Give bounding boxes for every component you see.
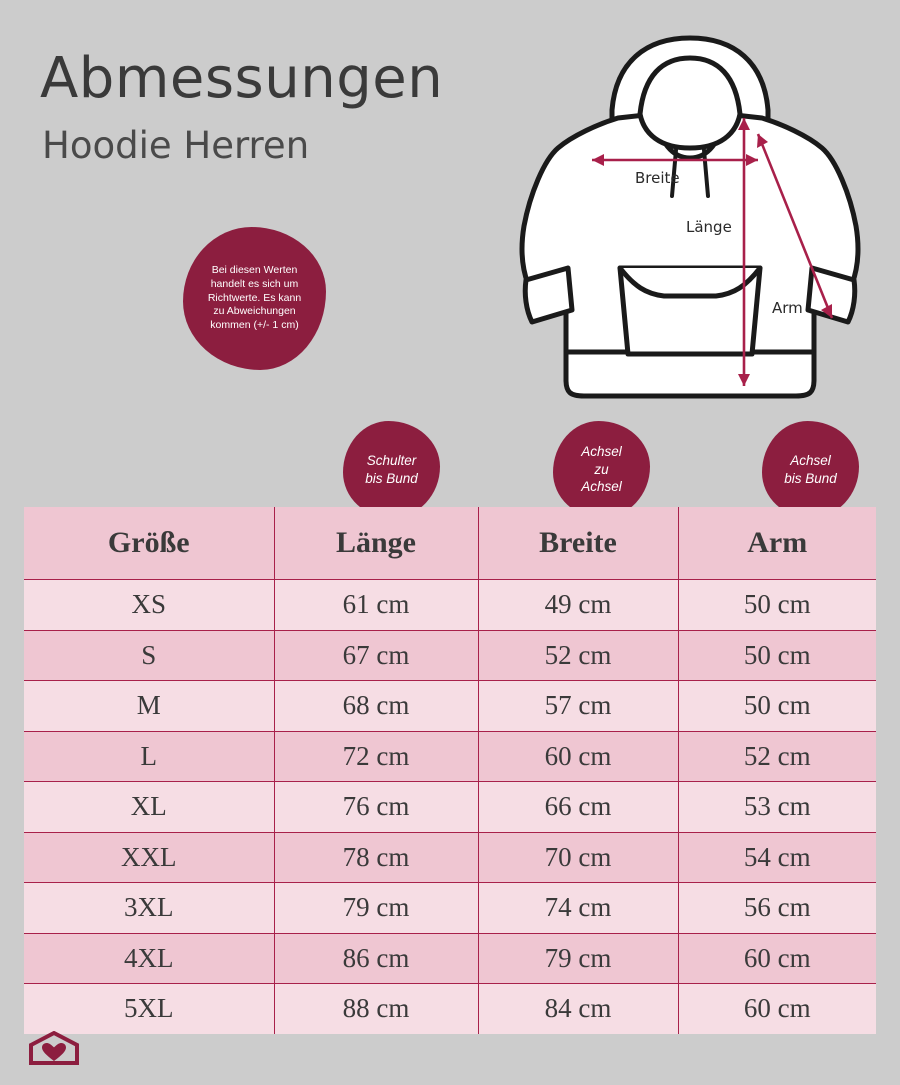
disclaimer-line: zu Abweichungen (213, 305, 296, 318)
hoodie-illustration (500, 18, 880, 408)
table-row (24, 984, 876, 1034)
cell-size: 5XL (24, 984, 274, 1034)
blob-line: Achsel (581, 443, 622, 459)
cell-size: 3XL (24, 883, 274, 934)
cell-breite: 84 cm (478, 984, 678, 1034)
column-header-groesse: Größe (24, 507, 274, 580)
cell-size: XXL (24, 832, 274, 883)
cell-breite: 57 cm (478, 681, 678, 732)
table-row (24, 933, 876, 984)
cell-arm: 52 cm (678, 731, 876, 782)
cell-arm: 53 cm (678, 782, 876, 833)
table-row (24, 681, 876, 732)
table-header-row (24, 507, 876, 580)
cell-arm: 60 cm (678, 933, 876, 984)
label-breite: Breite (635, 169, 680, 187)
table-row (24, 580, 876, 631)
cell-size: M (24, 681, 274, 732)
disclaimer-line: Richtwerte. Es kann (207, 291, 302, 304)
cell-breite: 70 cm (478, 832, 678, 883)
column-header-breite: Breite (478, 507, 678, 580)
cell-size: 4XL (24, 933, 274, 984)
cell-laenge: 78 cm (274, 832, 478, 883)
cell-breite: 49 cm (478, 580, 678, 631)
table-row (24, 731, 876, 782)
cell-breite: 52 cm (478, 630, 678, 681)
blob-line: Achsel (790, 452, 831, 468)
blob-line: zu (594, 461, 609, 477)
cell-laenge: 61 cm (274, 580, 478, 631)
label-laenge: Länge (686, 218, 732, 236)
cell-size: L (24, 731, 274, 782)
cell-laenge: 72 cm (274, 731, 478, 782)
column-header-arm: Arm (678, 507, 876, 580)
cell-laenge: 88 cm (274, 984, 478, 1034)
disclaimer-line: handelt es sich um (210, 277, 299, 290)
cell-laenge: 79 cm (274, 883, 478, 934)
cell-size: S (24, 630, 274, 681)
disclaimer-blob (183, 227, 326, 370)
cell-arm: 50 cm (678, 630, 876, 681)
cell-arm: 56 cm (678, 883, 876, 934)
cell-arm: 50 cm (678, 580, 876, 631)
blob-line: bis Bund (365, 470, 418, 486)
blob-achsel-zu-achsel (553, 421, 650, 518)
cell-arm: 50 cm (678, 681, 876, 732)
cell-laenge: 86 cm (274, 933, 478, 984)
page-title: Abmessungen (40, 46, 444, 111)
cell-breite: 60 cm (478, 731, 678, 782)
blob-schulter-bis-bund (343, 421, 440, 518)
blob-line: Achsel (581, 479, 622, 495)
cell-size: XL (24, 782, 274, 833)
cell-laenge: 76 cm (274, 782, 478, 833)
blob-achsel-bis-bund (762, 421, 859, 518)
table-row (24, 832, 876, 883)
table-row (24, 883, 876, 934)
cell-breite: 74 cm (478, 883, 678, 934)
table-row (24, 782, 876, 833)
disclaimer-line: kommen (+/- 1 cm) (210, 319, 299, 332)
cell-laenge: 67 cm (274, 630, 478, 681)
blob-line: Schulter (366, 452, 417, 468)
column-header-laenge: Länge (274, 507, 478, 580)
cell-arm: 54 cm (678, 832, 876, 883)
table-row (24, 630, 876, 681)
brand-logo-icon (28, 1031, 80, 1065)
cell-breite: 66 cm (478, 782, 678, 833)
disclaimer-line: Bei diesen Werten (211, 263, 298, 276)
blob-line: bis Bund (784, 470, 837, 486)
size-table (24, 507, 876, 1034)
page-subtitle: Hoodie Herren (42, 124, 310, 167)
cell-laenge: 68 cm (274, 681, 478, 732)
cell-breite: 79 cm (478, 933, 678, 984)
cell-size: XS (24, 580, 274, 631)
cell-arm: 60 cm (678, 984, 876, 1034)
label-arm: Arm (772, 299, 803, 317)
size-table-wrapper (24, 507, 876, 1034)
